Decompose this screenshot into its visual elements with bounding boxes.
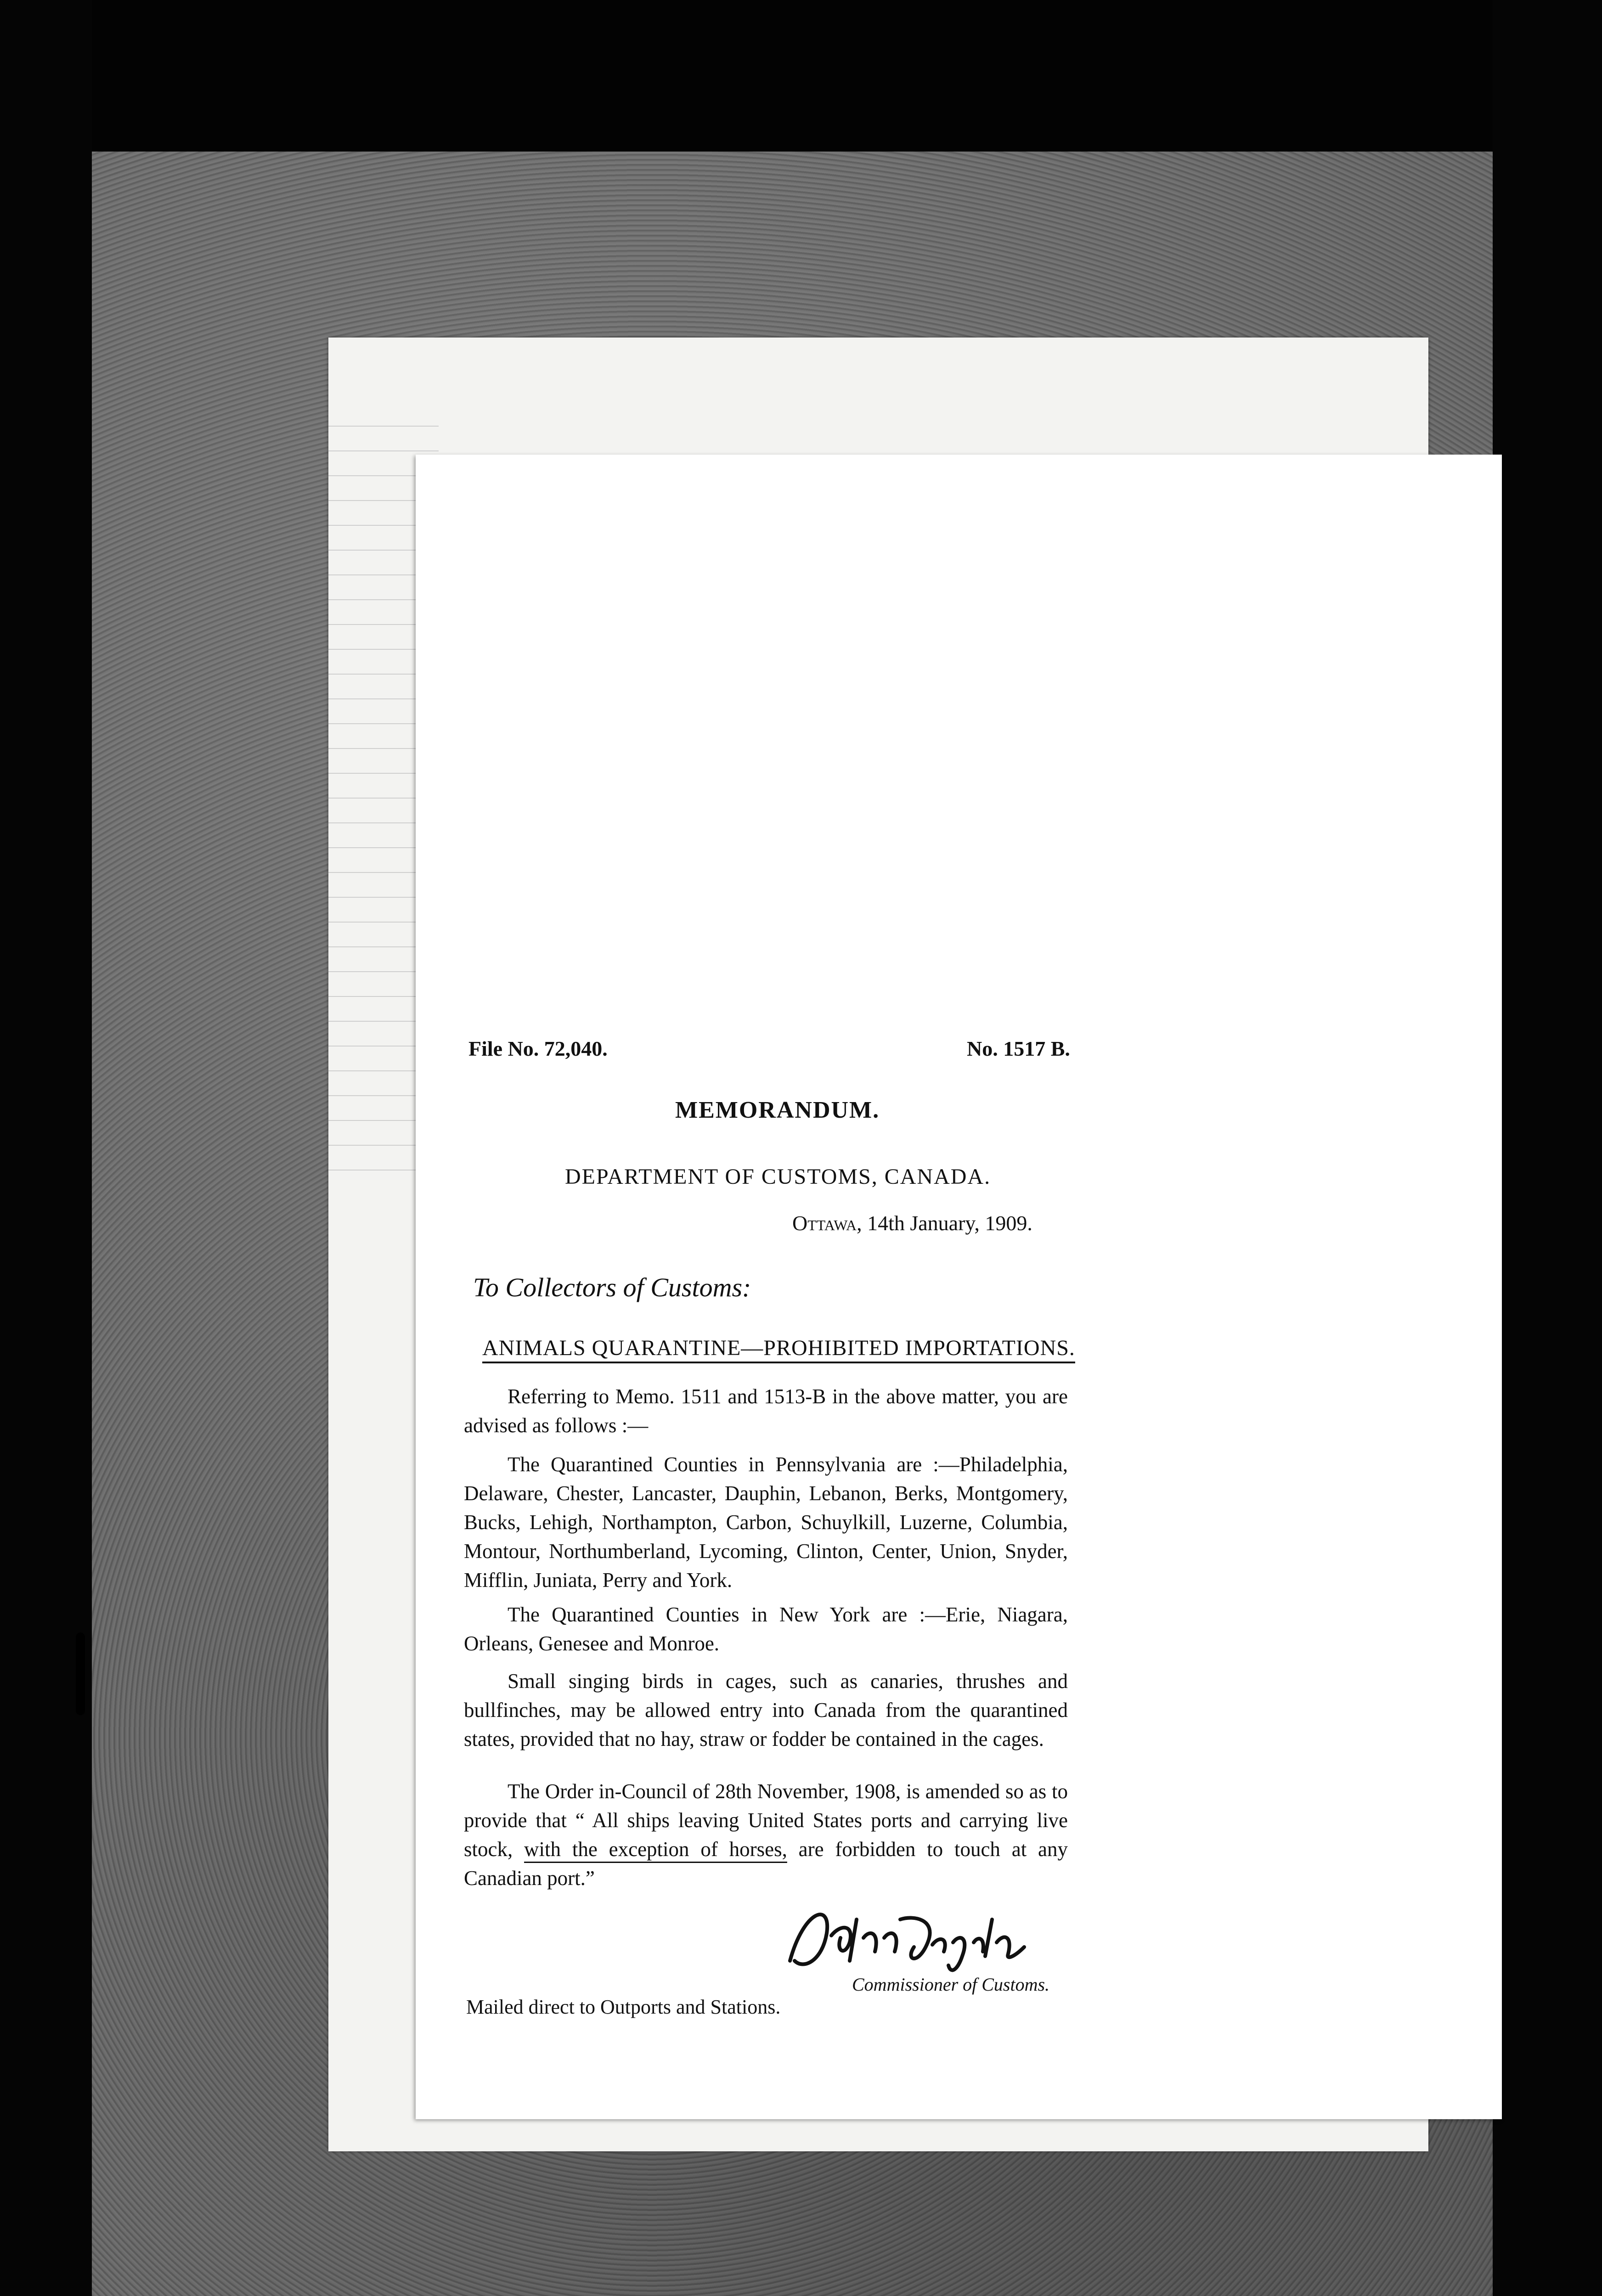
salutation: To Collectors of Customs:	[473, 1272, 751, 1302]
date-line	[792, 1211, 1032, 1235]
paragraph-5-text-c: are forbidden to touch at any Canadian port.”	[464, 1838, 1068, 1890]
paragraph-5	[464, 1777, 1068, 1893]
file-number: File No. 72,040.	[468, 1037, 608, 1060]
signatory-title: Commissioner of Customs.	[852, 1974, 1050, 1995]
mailing-note: Mailed direct to Outports and Stations.	[466, 1996, 781, 2018]
signature	[776, 1892, 1033, 1984]
paragraph-4: Small singing birds in cages, such as canaries, thrushes and bullfinches, may be allowed entry into Canada from the quarantined states, provided that no hay, straw or fodder be contained in the cages.	[464, 1670, 1068, 1750]
date-place: Ottawa,	[792, 1211, 862, 1235]
paragraph-2: The Quarantined Counties in Pennsylvania are :—Philadelphia, Delaware, Chester, Lancaster, Dauphin, Lebanon, Berks, Montgomery, Bucks, Lehigh, Northampton, Carbon, Schuylkill, Luzerne, Columbia, Montour, Northumberland, Lycoming, Clinton, Center, Union, Snyder, Mifflin, Juniata, Perry and York.	[464, 1453, 1068, 1592]
paragraph-1: Referring to Memo. 1511 and 1513-B in the above matter, you are advised as follows :—	[464, 1385, 1068, 1437]
scan-frame-right	[1493, 0, 1602, 2296]
memo-title: MEMORANDUM.	[675, 1097, 880, 1123]
memo-number: No. 1517 B.	[967, 1037, 1070, 1060]
binder-mark	[76, 1632, 85, 1715]
paragraph-5-text-a: The Order in-Council of 28th November, 1908, is amended so as to provide that “ All ships leaving United States ports and carrying live stock,	[464, 1780, 1068, 1861]
scan-frame-left	[0, 0, 92, 2296]
department-line: DEPARTMENT OF CUSTOMS, CANADA.	[565, 1165, 991, 1189]
paragraph-3: The Quarantined Counties in New York are :—Erie, Niagara, Orleans, Genesee and Monroe.	[464, 1603, 1068, 1655]
memo-heading: ANIMALS QUARANTINE—PROHIBITED IMPORTATIONS.	[482, 1336, 1075, 1360]
scan-frame-top	[0, 0, 1602, 152]
date-text: 14th January, 1909.	[862, 1211, 1032, 1235]
underlined-exception: with the exception of horses,	[524, 1838, 787, 1861]
